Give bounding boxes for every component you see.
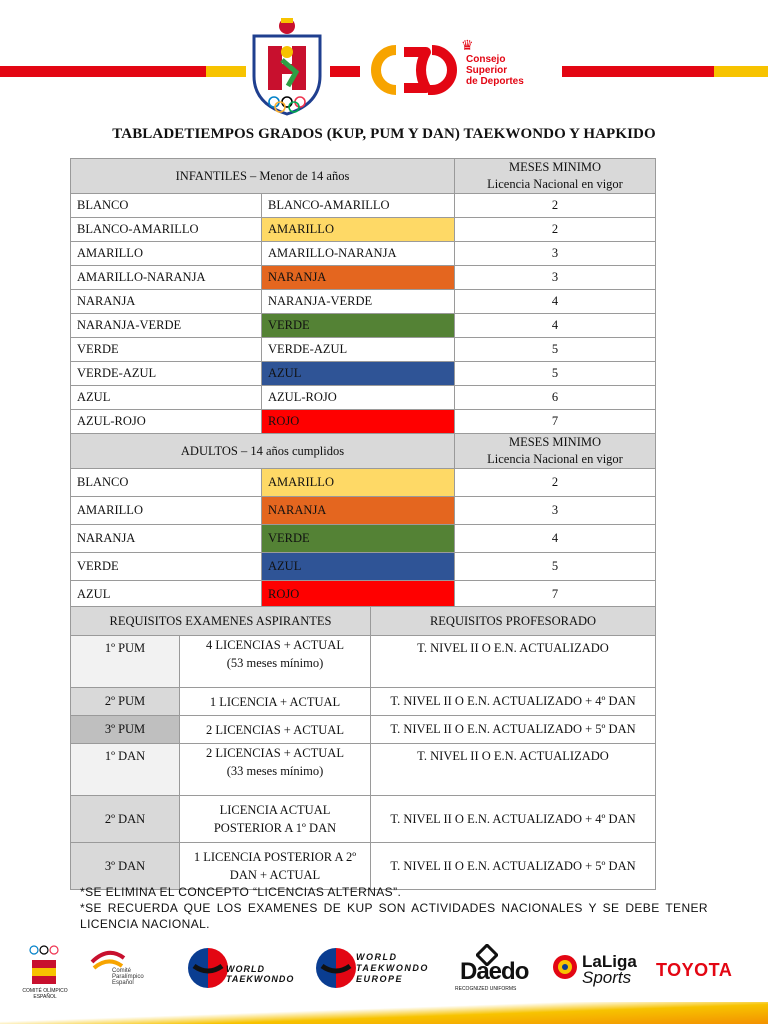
teacher-requirement: T. NIVEL II O E.N. ACTUALIZADO + 4º DAN — [371, 688, 656, 716]
requirements-header-row — [71, 607, 656, 636]
header-stripe-yellow-left — [206, 66, 246, 77]
sponsor-footer — [0, 940, 768, 1024]
laliga-line-2: Sports — [582, 968, 632, 987]
grade-to: AZUL-ROJO — [262, 386, 455, 410]
requirements-header-right: REQUISITOS PROFESORADO — [371, 607, 656, 636]
coe-logo — [24, 944, 64, 994]
table-row — [71, 497, 656, 525]
months-min: 5 — [455, 553, 656, 581]
table-row — [71, 362, 656, 386]
grade-to: BLANCO-AMARILLO — [262, 194, 455, 218]
grade-from: AMARILLO — [71, 242, 262, 266]
infantiles-header-row — [71, 159, 656, 194]
licenses-line-2: DAN + ACTUAL — [229, 868, 321, 882]
wte-text — [356, 952, 429, 985]
grade-from: NARANJA-VERDE — [71, 314, 262, 338]
teacher-requirement: T. NIVEL II O E.N. ACTUALIZADO + 4º DAN — [371, 796, 656, 843]
laliga-logo-icon — [552, 954, 578, 980]
note-1: *SE ELIMINA EL CONCEPTO “LICENCIAS ALTERNAS”. — [80, 885, 402, 899]
months-min: 5 — [455, 338, 656, 362]
table-row — [71, 266, 656, 290]
grade-from: NARANJA — [71, 290, 262, 314]
grade-to: ROJO — [262, 410, 455, 434]
coe-text: COMITÉ OLÍMPICO ESPAÑOL — [22, 988, 68, 1000]
cpe-line-2: Paralímpico — [112, 974, 144, 980]
months-min: 4 — [455, 525, 656, 553]
grade-to: AZUL — [262, 362, 455, 386]
exam-licenses — [180, 796, 371, 843]
table-row — [71, 553, 656, 581]
wt-line-1: WORLD — [226, 964, 265, 974]
grades-table — [70, 158, 656, 609]
wte-line-1: WORLD — [356, 952, 398, 962]
months-min: 3 — [455, 497, 656, 525]
exam-licenses — [180, 843, 371, 890]
grade-from: VERDE-AZUL — [71, 362, 262, 386]
license-label: Licencia Nacional en vigor — [487, 452, 623, 466]
months-min: 2 — [455, 194, 656, 218]
teacher-requirement: T. NIVEL II O E.N. ACTUALIZADO — [371, 636, 656, 688]
exam-licenses — [180, 636, 371, 688]
license-label: Licencia Nacional en vigor — [487, 177, 623, 191]
table-row — [71, 688, 656, 716]
page-title: TABLADETIEMPOS GRADOS (KUP, PUM Y DAN) TAEKWONDO Y HAPKIDO — [112, 126, 656, 142]
notes — [80, 884, 708, 932]
table-row — [71, 386, 656, 410]
months-min: 7 — [455, 410, 656, 434]
wte-line-2: TAEKWONDO — [356, 963, 429, 973]
months-min: 2 — [455, 469, 656, 497]
exam-grade: 3º DAN — [71, 843, 180, 890]
months-min: 7 — [455, 581, 656, 609]
grade-to: NARANJA-VERDE — [262, 290, 455, 314]
months-min: 5 — [455, 362, 656, 386]
adultos-header-row — [71, 434, 656, 469]
grade-from: AZUL-ROJO — [71, 410, 262, 434]
table-row — [71, 338, 656, 362]
grade-from: BLANCO — [71, 194, 262, 218]
exam-grade: 1º DAN — [71, 744, 180, 796]
exam-grade: 2º DAN — [71, 796, 180, 843]
exam-licenses — [180, 744, 371, 796]
adultos-header-label: ADULTOS – 14 años cumplidos — [71, 434, 455, 469]
months-min: 4 — [455, 290, 656, 314]
cpe-line-1: Comité — [112, 968, 132, 974]
teacher-requirement: T. NIVEL II O E.N. ACTUALIZADO + 5º DAN — [371, 716, 656, 744]
months-min: 3 — [455, 242, 656, 266]
grade-from: NARANJA — [71, 525, 262, 553]
grade-to: NARANJA — [262, 266, 455, 290]
licenses-line-2: (33 meses mínimo) — [226, 764, 324, 778]
infantiles-header-months — [455, 159, 656, 194]
table-row — [71, 290, 656, 314]
months-label: MESES MINIMO — [508, 435, 602, 449]
grade-from: AMARILLO — [71, 497, 262, 525]
laliga-line-1: LaLiga — [582, 952, 637, 971]
licenses-line-1: 4 LICENCIAS + ACTUAL — [206, 638, 344, 652]
table-row — [71, 410, 656, 434]
wte-line-3: EUROPE — [356, 974, 404, 984]
footer-stripe — [0, 1002, 768, 1024]
table-row — [71, 314, 656, 338]
table-row — [71, 525, 656, 553]
header-stripe-red-left — [0, 66, 206, 77]
teacher-requirement: T. NIVEL II O E.N. ACTUALIZADO — [371, 744, 656, 796]
grade-to: AZUL — [262, 553, 455, 581]
grade-to: VERDE — [262, 525, 455, 553]
table-row — [71, 194, 656, 218]
toyota-wordmark: TOYOTA — [656, 960, 733, 980]
licenses-line-1: 2 LICENCIAS + ACTUAL — [206, 746, 344, 760]
grade-from: VERDE — [71, 338, 262, 362]
grade-to: AMARILLO — [262, 469, 455, 497]
grade-from: VERDE — [71, 553, 262, 581]
csd-line-3: de Deportes — [466, 76, 524, 87]
months-label: MESES MINIMO — [508, 160, 602, 174]
exam-grade: 1º PUM — [71, 636, 180, 688]
licenses-line-1: 1 LICENCIA POSTERIOR A 2º — [193, 850, 357, 864]
licenses-line-1: 1 LICENCIA + ACTUAL — [209, 694, 341, 709]
grade-to: VERDE-AZUL — [262, 338, 455, 362]
laliga-text — [582, 954, 637, 986]
wt-europe-logo — [316, 946, 356, 990]
grade-from: AZUL — [71, 581, 262, 609]
table-row — [71, 744, 656, 796]
grade-to: ROJO — [262, 581, 455, 609]
exam-grade: 3º PUM — [71, 716, 180, 744]
table-row — [71, 581, 656, 609]
months-min: 2 — [455, 218, 656, 242]
requirements-rows — [71, 636, 656, 890]
grade-from: AMARILLO-NARANJA — [71, 266, 262, 290]
table-row — [71, 716, 656, 744]
grade-to: AMARILLO — [262, 218, 455, 242]
table-row — [71, 218, 656, 242]
note-2: *SE RECUERDA QUE LOS EXAMENES DE KUP SON ACTIVIDADES NACIONALES Y SE DEBE TENER LICENCIA NACIONAL. — [80, 901, 708, 931]
table-row — [71, 636, 656, 688]
exam-licenses — [180, 716, 371, 744]
grade-from: BLANCO — [71, 469, 262, 497]
wt-text — [226, 964, 294, 984]
exam-licenses — [180, 688, 371, 716]
wt-line-2: TAEKWONDO — [226, 974, 295, 984]
daedo-wordmark: Daedo — [460, 958, 529, 985]
grade-to: VERDE — [262, 314, 455, 338]
licenses-line-1: LICENCIA ACTUAL — [219, 803, 331, 817]
infantiles-rows — [71, 194, 656, 434]
csd-line-1: Consejo — [466, 54, 506, 65]
licenses-line-1: 2 LICENCIAS + ACTUAL — [206, 722, 344, 737]
crown-icon: ♛ — [461, 39, 474, 54]
table-row — [71, 843, 656, 890]
months-min: 4 — [455, 314, 656, 338]
daedo-subtitle: RECOGNIZED UNIFORMS — [455, 986, 517, 992]
world-taekwondo-logo — [188, 946, 228, 990]
grade-from: BLANCO-AMARILLO — [71, 218, 262, 242]
csd-wordmark — [466, 54, 524, 87]
adultos-header-months — [455, 434, 656, 469]
exam-grade: 2º PUM — [71, 688, 180, 716]
requirements-header-left: REQUISITOS EXAMENES ASPIRANTES — [71, 607, 371, 636]
table-row — [71, 469, 656, 497]
grade-to: AMARILLO-NARANJA — [262, 242, 455, 266]
csd-line-2: Superior — [466, 65, 508, 76]
table-row — [71, 796, 656, 843]
cpe-line-3: Español — [112, 980, 134, 986]
teacher-requirement: T. NIVEL II O E.N. ACTUALIZADO + 5º DAN — [371, 843, 656, 890]
table-row — [71, 242, 656, 266]
cpe-text — [112, 968, 144, 986]
grade-from: AZUL — [71, 386, 262, 410]
header-stripe-red-right — [562, 66, 714, 77]
licenses-line-2: (53 meses mínimo) — [226, 656, 324, 670]
header-stripe-red-mid — [330, 66, 360, 77]
months-min: 3 — [455, 266, 656, 290]
licenses-line-2: POSTERIOR A 1º DAN — [213, 821, 337, 835]
months-min: 6 — [455, 386, 656, 410]
federation-logo — [244, 14, 330, 118]
adultos-rows — [71, 469, 656, 609]
grade-to: NARANJA — [262, 497, 455, 525]
requirements-table — [70, 606, 656, 890]
header-stripe-yellow-right — [714, 66, 768, 77]
infantiles-header-label: INFANTILES – Menor de 14 años — [71, 159, 455, 194]
